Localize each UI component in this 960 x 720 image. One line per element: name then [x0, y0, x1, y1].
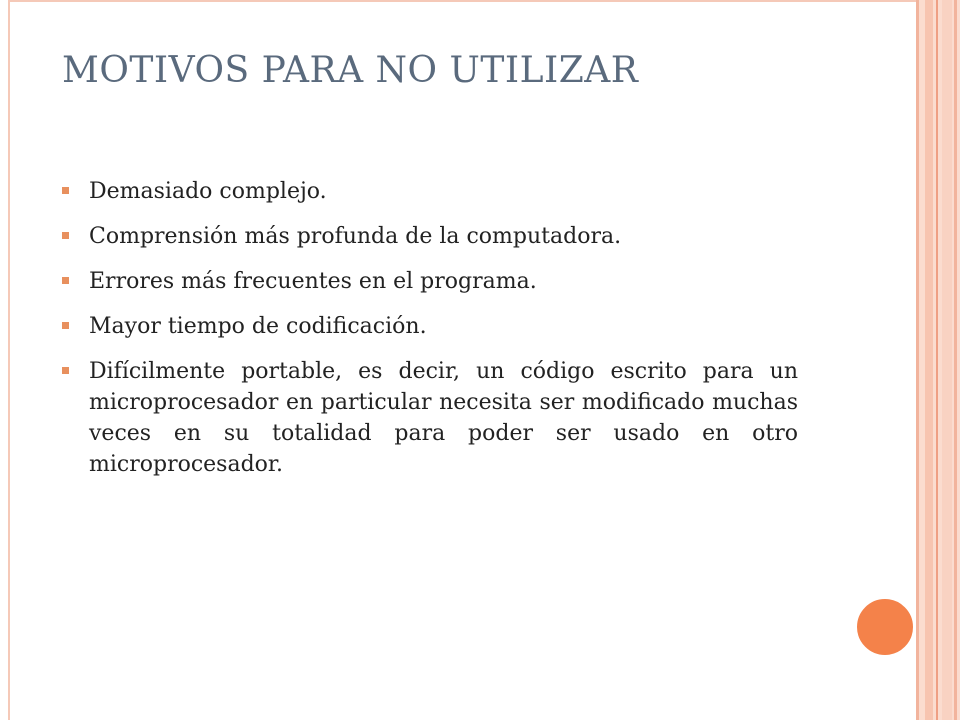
- bullet-text: Difícilmente portable, es decir, un código escrito para un microprocesador en particular necesita ser modificado muchas veces en su totalidad para poder ser usado en otro microprocesador.: [89, 359, 798, 477]
- bullet-text: Errores más frecuentes en el programa.: [89, 269, 537, 294]
- decorative-stripe: [954, 0, 957, 720]
- bullet-text: Demasiado complejo.: [89, 179, 327, 204]
- square-bullet-icon: [62, 322, 69, 329]
- bullet-list: [62, 176, 798, 494]
- bullet-text: Comprensión más profunda de la computadora.: [89, 224, 622, 249]
- decorative-stripe: [936, 0, 938, 720]
- bullet-item: [62, 176, 798, 207]
- bullet-item: [62, 311, 798, 342]
- frame-left-line: [8, 0, 10, 720]
- decorative-stripe: [916, 0, 919, 720]
- bullet-item: [62, 356, 798, 480]
- frame-top-line: [8, 0, 920, 2]
- decorative-stripe: [942, 0, 952, 720]
- square-bullet-icon: [62, 187, 69, 194]
- decorative-stripe: [925, 0, 933, 720]
- slide-title: MOTIVOS PARA NO UTILIZAR: [62, 50, 639, 91]
- square-bullet-icon: [62, 277, 69, 284]
- bullet-text: Mayor tiempo de codificación.: [89, 314, 427, 339]
- bullet-item: [62, 266, 798, 297]
- orange-circle-icon: [855, 597, 915, 657]
- square-bullet-icon: [62, 367, 69, 374]
- square-bullet-icon: [62, 232, 69, 239]
- bullet-item: [62, 221, 798, 252]
